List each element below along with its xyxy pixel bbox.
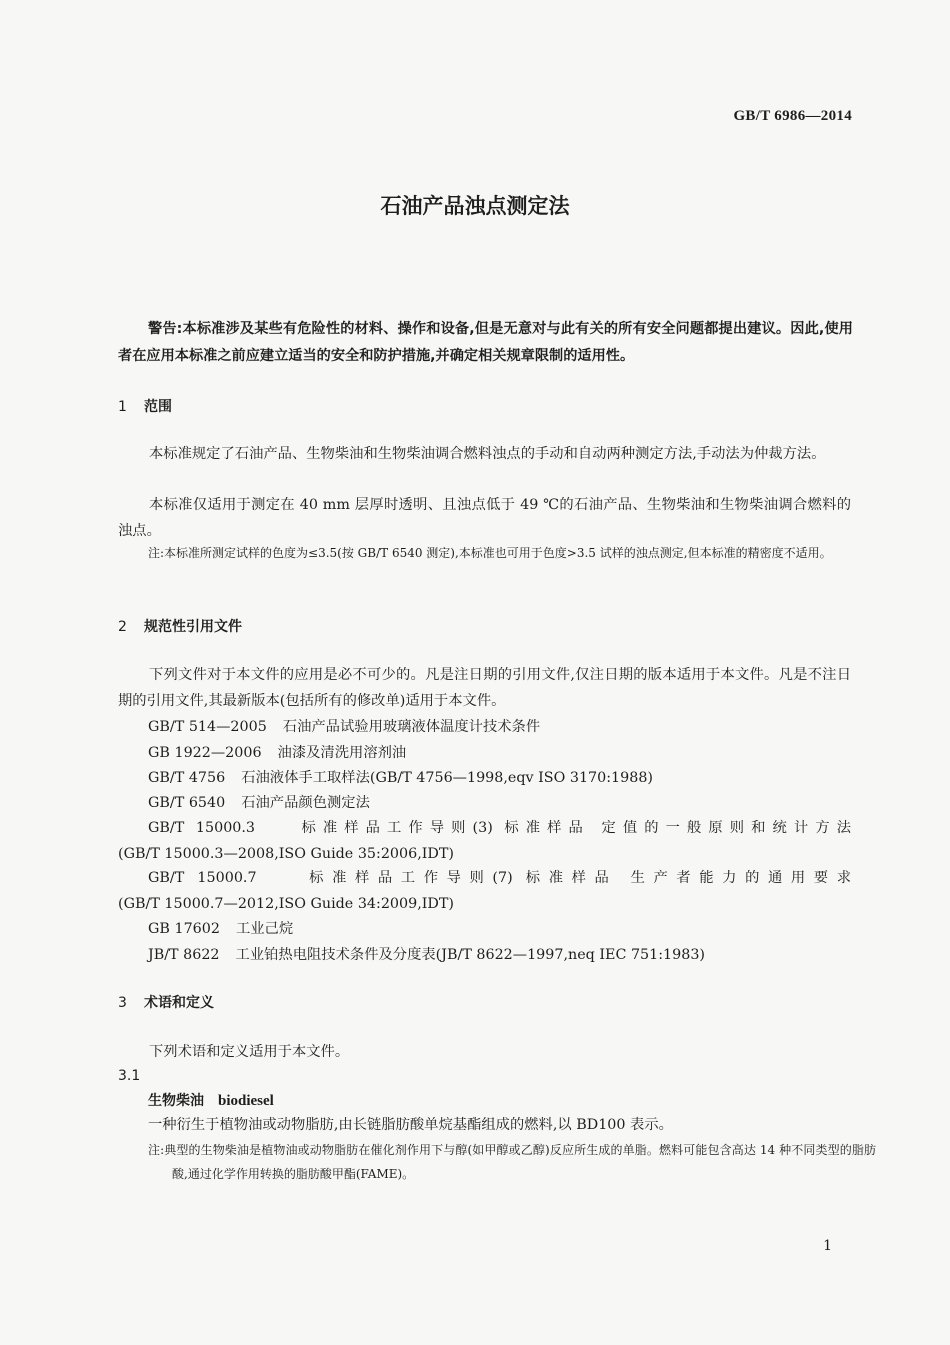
- reference-item: [148, 742, 406, 762]
- reference-item: [148, 944, 705, 964]
- reference-item: [118, 865, 851, 917]
- reference-continuation: (GB/T 15000.7—2012,ISO Guide 34:2009,IDT): [118, 896, 454, 912]
- section-title: 术语和定义: [144, 995, 214, 1011]
- reference-title: 标准样品工作导则(7) 标准样品 生产者能力的通用要求: [309, 870, 851, 886]
- reference-title: 油漆及清洗用溶剂油: [277, 745, 407, 761]
- page-number: 1: [823, 1238, 832, 1254]
- section-3-heading: [118, 992, 214, 1012]
- reference-item: [148, 767, 653, 787]
- reference-title: 石油液体手工取样法(GB/T 4756—1998,eqv ISO 3170:1988): [241, 770, 654, 786]
- reference-line: [118, 865, 851, 891]
- reference-title: 石油产品颜色测定法: [241, 795, 370, 811]
- reference-code: GB/T 4756: [148, 770, 226, 786]
- scope-paragraph-2: 本标准仅适用于测定在 40 mm 层厚时透明、且浊点低于 49 ℃的石油产品、生物柴油和生物柴油调合燃料的浊点。: [118, 497, 851, 539]
- reference-title: 工业己烷: [235, 921, 294, 937]
- reference-item: [148, 792, 370, 812]
- reference-item: [148, 918, 293, 938]
- term-definition: 一种衍生于植物油或动物脂肪,由长链脂肪酸单烷基酯组成的燃料,以 BD100 表示。: [148, 1117, 673, 1133]
- term-english: biodiesel: [218, 1093, 274, 1109]
- warning-paragraph: 警告:本标准涉及某些有危险性的材料、操作和设备,但是无意对与此有关的所有安全问题都提出建议。因此,使用者在应用本标准之前应建立适当的安全和防护措施,并确定相关规章限制的适用性。: [118, 321, 853, 364]
- reference-code: GB 17602: [148, 921, 220, 937]
- section-1-heading: [118, 396, 172, 416]
- reference-code: GB/T 15000.3: [148, 820, 256, 836]
- reference-code: GB 1922—2006: [148, 745, 262, 761]
- terms-intro: 下列术语和定义适用于本文件。: [149, 1044, 350, 1060]
- section-number: 2: [118, 619, 127, 635]
- term-note: 注:典型的生物柴油是植物油或动物脂肪在催化剂作用下与醇(如甲醇或乙醇)反应所生成的单脂。燃料可能包含高达 14 种不同类型的脂肪酸,通过化学作用转换的脂肪酸甲酯(FAME)。: [148, 1143, 876, 1181]
- reference-code: GB/T 15000.7: [148, 870, 257, 886]
- term-entry: [148, 1090, 274, 1110]
- reference-line: [118, 815, 851, 841]
- scope-paragraph-1: 本标准规定了石油产品、生物柴油和生物柴油调合燃料浊点的手动和自动两种测定方法,手动法为仲裁方法。: [149, 446, 826, 462]
- reference-code: GB/T 6540: [148, 795, 226, 811]
- reference-title: 工业铂热电阻技术条件及分度表(JB/T 8622—1997,neq IEC 751:1983): [235, 947, 706, 963]
- section-title: 规范性引用文件: [144, 619, 242, 635]
- reference-title: 石油产品试验用玻璃液体温度计技术条件: [282, 719, 541, 735]
- reference-continuation: (GB/T 15000.3—2008,ISO Guide 35:2006,IDT): [118, 846, 454, 862]
- section-number: 3: [118, 995, 127, 1011]
- section-title: 范围: [144, 399, 172, 415]
- standard-number: GB/T 6986—2014: [733, 108, 852, 124]
- reference-code: GB/T 514—2005: [148, 719, 267, 735]
- reference-item: [118, 815, 851, 867]
- document-title: 石油产品浊点测定法: [380, 194, 570, 218]
- section-number: 1: [118, 399, 127, 415]
- scope-note: 注:本标准所测定试样的色度为≤3.5(按 GB/T 6540 测定),本标准也可用于色度>3.5 试样的浊点测定,但本标准的精密度不适用。: [148, 546, 832, 560]
- term-chinese: 生物柴油: [148, 1093, 204, 1109]
- reference-item: [148, 716, 540, 736]
- section-2-heading: [118, 616, 242, 636]
- term-number: 3.1: [118, 1068, 141, 1084]
- reference-code: JB/T 8622: [148, 947, 220, 963]
- reference-title: 标准样品工作导则(3) 标准样品 定值的一般原则和统计方法: [301, 820, 851, 836]
- references-intro: 下列文件对于本文件的应用是必不可少的。凡是注日期的引用文件,仅注日期的版本适用于本文件。凡是不注日期的引用文件,其最新版本(包括所有的修改单)适用于本文件。: [118, 667, 851, 709]
